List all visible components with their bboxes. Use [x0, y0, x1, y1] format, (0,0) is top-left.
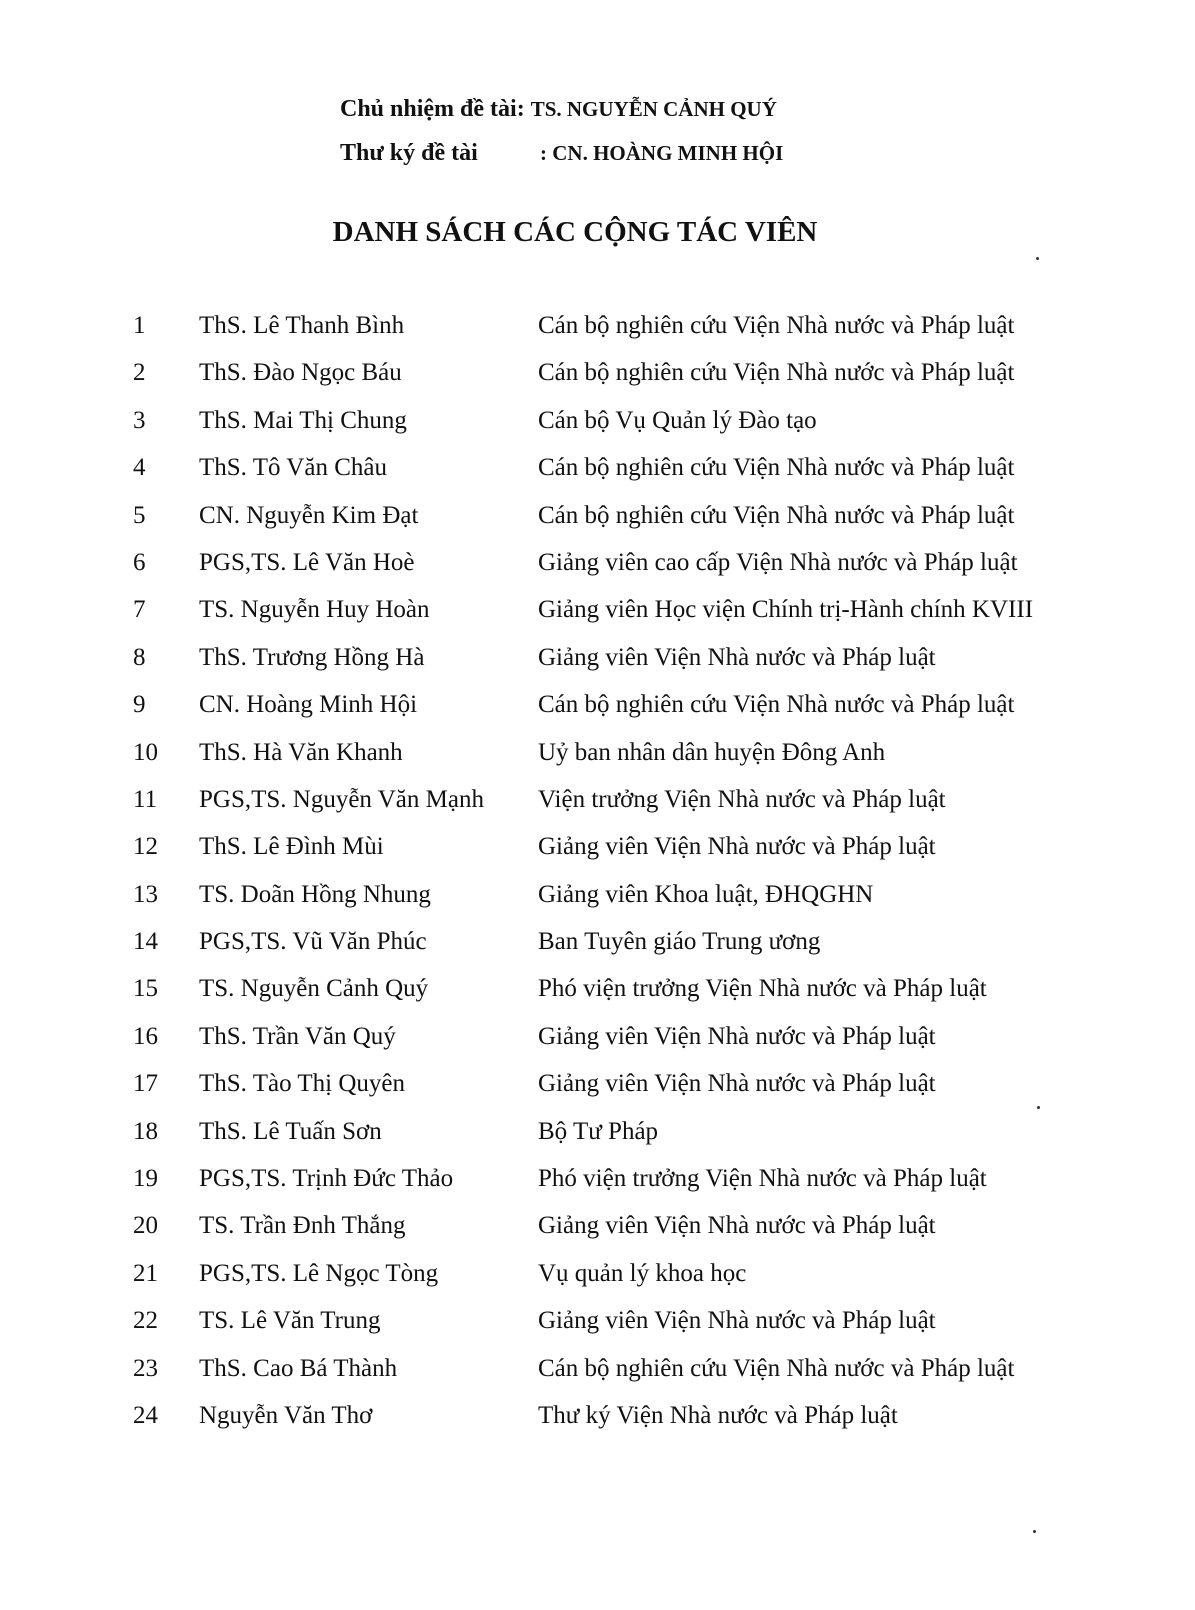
collaborator-position: Cán bộ Vụ Quản lý Đào tạo [538, 406, 817, 434]
collaborator-name: TS. Lê Văn Trung [199, 1307, 381, 1335]
list-item [0, 1070, 1195, 1117]
row-number: 3 [133, 406, 146, 434]
list-item [0, 739, 1195, 786]
collaborator-position: Thư ký Viện Nhà nước và Pháp luật [538, 1401, 898, 1429]
list-item [0, 1355, 1195, 1402]
row-number: 4 [133, 454, 146, 482]
list-item [0, 644, 1195, 691]
list-item [0, 1307, 1195, 1354]
list-item [0, 691, 1195, 738]
page-title: DANH SÁCH CÁC CỘNG TÁC VIÊN [332, 216, 818, 248]
collaborator-position: Cán bộ nghiên cứu Viện Nhà nước và Pháp luật [538, 1354, 1015, 1382]
lead-researcher-label: Chủ nhiệm đề tài: [340, 96, 525, 122]
list-item [0, 833, 1195, 880]
list-item [0, 1402, 1195, 1449]
collaborator-name: CN. Nguyễn Kim Đạt [199, 501, 419, 529]
collaborator-name: ThS. Lê Thanh Bình [199, 312, 405, 339]
list-item [0, 312, 1195, 359]
scan-speck [1036, 257, 1039, 260]
collaborator-name: TS. Trần Đnh Thắng [199, 1212, 406, 1240]
collaborator-name: ThS. Lê Tuấn Sơn [199, 1117, 382, 1145]
collaborator-position: Cán bộ nghiên cứu Viện Nhà nước và Pháp luật [538, 312, 1015, 339]
collaborator-name: CN. Hoàng Minh Hội [199, 691, 418, 719]
row-number: 21 [133, 1259, 158, 1287]
collaborator-list [0, 312, 1195, 1449]
list-item [0, 928, 1195, 975]
row-number: 12 [133, 833, 158, 861]
collaborator-name: PGS,TS. Nguyễn Văn Mạnh [199, 785, 484, 813]
collaborator-position: Cán bộ nghiên cứu Viện Nhà nước và Pháp luật [538, 501, 1015, 529]
row-number: 9 [133, 691, 146, 719]
collaborator-position: Giảng viên Khoa luật, ĐHQGHN [538, 880, 874, 908]
list-item [0, 1023, 1195, 1070]
collaborator-name: PGS,TS. Lê Ngọc Tòng [199, 1259, 439, 1287]
row-number: 2 [133, 359, 146, 387]
scan-speck [1037, 1106, 1040, 1109]
collaborator-position: Giảng viên Học viện Chính trị-Hành chính KVIII [538, 596, 1034, 624]
list-item [0, 1165, 1195, 1212]
row-number: 16 [133, 1022, 158, 1050]
collaborator-position: Cán bộ nghiên cứu Viện Nhà nước và Pháp luật [538, 454, 1015, 482]
secretary-name: : CN. HOÀNG MINH HỘI [540, 141, 784, 165]
scan-speck [1033, 1530, 1036, 1533]
list-item [0, 454, 1195, 501]
list-item [0, 1212, 1195, 1259]
collaborator-name: TS. Nguyễn Huy Hoàn [199, 596, 430, 624]
collaborator-position: Phó viện trưởng Viện Nhà nước và Pháp luật [538, 1165, 987, 1193]
collaborator-position: Ban Tuyên giáo Trung ương [538, 928, 821, 956]
collaborator-position: Giảng viên cao cấp Viện Nhà nước và Pháp luật [538, 548, 1018, 576]
collaborator-position: Cán bộ nghiên cứu Viện Nhà nước và Pháp luật [538, 691, 1015, 719]
list-item [0, 549, 1195, 596]
collaborator-position: Uỷ ban nhân dân huyện Đông Anh [538, 738, 886, 766]
row-number: 13 [133, 880, 158, 908]
collaborator-name: ThS. Trương Hồng Hà [199, 643, 425, 671]
collaborator-position: Giảng viên Viện Nhà nước và Pháp luật [538, 1307, 936, 1335]
collaborator-name: ThS. Trần Văn Quý [199, 1022, 396, 1050]
collaborator-position: Viện trưởng Viện Nhà nước và Pháp luật [538, 785, 946, 813]
list-item [0, 881, 1195, 928]
list-item [0, 359, 1195, 406]
collaborator-name: ThS. Hà Văn Khanh [199, 738, 403, 766]
list-item [0, 407, 1195, 454]
row-number: 23 [133, 1354, 158, 1382]
collaborator-position: Vụ quản lý khoa học [538, 1259, 747, 1287]
list-item [0, 596, 1195, 643]
row-number: 19 [133, 1165, 158, 1193]
list-item [0, 975, 1195, 1022]
collaborator-name: TS. Doãn Hồng Nhung [199, 880, 431, 908]
list-item [0, 1118, 1195, 1165]
row-number: 5 [133, 501, 146, 529]
row-number: 8 [133, 643, 146, 671]
collaborator-position: Giảng viên Viện Nhà nước và Pháp luật [538, 643, 936, 671]
collaborator-position: Giảng viên Viện Nhà nước và Pháp luật [538, 833, 936, 861]
collaborator-position: Cán bộ nghiên cứu Viện Nhà nước và Pháp luật [538, 359, 1015, 387]
row-number: 22 [133, 1307, 158, 1335]
row-number: 18 [133, 1117, 158, 1145]
row-number: 6 [133, 548, 146, 576]
collaborator-name: PGS,TS. Trịnh Đức Thảo [199, 1165, 454, 1193]
row-number: 14 [133, 928, 158, 956]
collaborator-name: PGS,TS. Vũ Văn Phúc [199, 928, 427, 956]
collaborator-name: ThS. Mai Thị Chung [199, 406, 407, 434]
list-item [0, 1260, 1195, 1307]
lead-researcher-line [340, 96, 777, 123]
collaborator-position: Bộ Tư Pháp [538, 1117, 659, 1145]
collaborator-position: Phó viện trưởng Viện Nhà nước và Pháp luật [538, 975, 987, 1003]
row-number: 20 [133, 1212, 158, 1240]
collaborator-name: Nguyễn Văn Thơ [199, 1401, 373, 1429]
collaborator-position: Giảng viên Viện Nhà nước và Pháp luật [538, 1212, 936, 1240]
row-number: 17 [133, 1070, 158, 1098]
row-number: 11 [133, 785, 158, 813]
collaborator-name: PGS,TS. Lê Văn Hoè [199, 548, 415, 576]
collaborator-position: Giảng viên Viện Nhà nước và Pháp luật [538, 1022, 936, 1050]
lead-researcher-name: TS. NGUYỄN CẢNH QUÝ [530, 97, 777, 121]
secretary-label: Thư ký đề tài [340, 140, 478, 166]
collaborator-name: ThS. Đào Ngọc Báu [199, 359, 402, 387]
list-item [0, 502, 1195, 549]
collaborator-name: ThS. Lê Đình Mùi [199, 833, 384, 861]
collaborator-name: TS. Nguyễn Cảnh Quý [199, 975, 429, 1003]
collaborator-name: ThS. Cao Bá Thành [199, 1354, 398, 1382]
row-number: 15 [133, 975, 158, 1003]
secretary-line [340, 140, 783, 167]
list-item [0, 786, 1195, 833]
collaborator-name: ThS. Tô Văn Châu [199, 454, 387, 482]
row-number: 7 [133, 596, 146, 624]
row-number: 1 [133, 312, 146, 339]
row-number: 10 [133, 738, 158, 766]
collaborator-position: Giảng viên Viện Nhà nước và Pháp luật [538, 1070, 936, 1098]
row-number: 24 [133, 1401, 158, 1429]
collaborator-name: ThS. Tào Thị Quyên [199, 1070, 406, 1098]
